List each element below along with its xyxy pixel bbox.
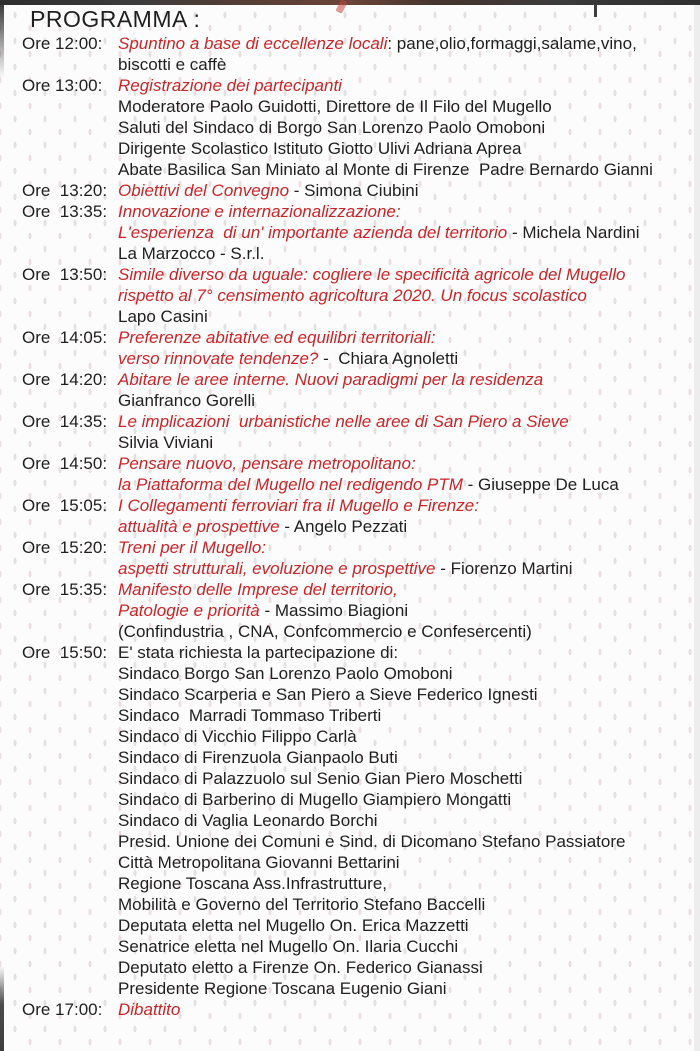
program-lines	[0, 33, 700, 1020]
program-line	[0, 621, 700, 642]
line-content	[118, 159, 700, 180]
line-content	[118, 243, 700, 264]
program-line	[0, 999, 700, 1020]
detail-text: Moderatore Paolo Guidotti, Direttore de Il Filo del Mugello	[118, 97, 552, 116]
line-content	[118, 432, 700, 453]
time-label: Ore 13:50:	[22, 265, 108, 284]
time-label	[22, 222, 118, 243]
program-line	[0, 285, 700, 306]
time-label: Ore 15:20:	[22, 538, 108, 557]
program-line	[0, 138, 700, 159]
line-content	[118, 180, 700, 201]
detail-text: Saluti del Sindaco di Borgo San Lorenzo Paolo Omoboni	[118, 118, 546, 137]
detail-text: - Michela Nardini	[507, 223, 640, 242]
time-label	[22, 138, 118, 159]
session-title-text: Obiettivi del Convegno	[118, 181, 290, 200]
detail-text: Regione Toscana Ass.Infrastrutture,	[118, 874, 388, 893]
line-content	[118, 537, 700, 558]
session-title-text: Abitare le aree interne. Nuovi paradigmi per la residenza	[118, 370, 544, 389]
time-label	[22, 390, 118, 411]
line-content	[118, 621, 700, 642]
time-label	[22, 852, 118, 873]
time-label	[22, 243, 118, 264]
time-label: Ore 13:35:	[22, 202, 108, 221]
time-label	[22, 873, 118, 894]
line-content	[118, 201, 700, 222]
line-content	[118, 810, 700, 831]
session-title-text: Spuntino a base di eccellenze locali	[118, 34, 388, 53]
line-content	[118, 936, 700, 957]
program-line	[0, 369, 700, 390]
time-label: Ore 13:20:	[22, 181, 108, 200]
detail-text: Sindaco di Barberino di Mugello Giampiero Mongatti	[118, 790, 512, 809]
detail-text: La Marzocco - S.r.l.	[118, 244, 265, 263]
session-title-text: aspetti strutturali, evoluzione e prospettive	[118, 559, 436, 578]
program-line	[0, 600, 700, 621]
page-title: PROGRAMMA :	[30, 6, 201, 32]
time-label	[22, 432, 118, 453]
line-content	[118, 516, 700, 537]
session-title-text: la Piattaforma del Mugello nel redigendo PTM	[118, 475, 463, 494]
time-label	[22, 810, 118, 831]
program-line	[0, 831, 700, 852]
program-line	[0, 705, 700, 726]
detail-text: Sindaco Scarperia e San Piero a Sieve Federico Ignesti	[118, 685, 538, 704]
detail-text: Sindaco di Firenzuola Gianpaolo Buti	[118, 748, 398, 767]
program-line	[0, 348, 700, 369]
line-content	[118, 96, 700, 117]
line-content	[118, 33, 700, 54]
line-content	[118, 264, 700, 285]
detail-text: E' stata richiesta la partecipazione di:	[118, 643, 399, 662]
program-line	[0, 33, 700, 54]
line-content	[118, 831, 700, 852]
line-content	[118, 75, 700, 96]
time-label	[22, 117, 118, 138]
program-line	[0, 978, 700, 999]
detail-text: Presidente Regione Toscana Eugenio Giani	[118, 979, 447, 998]
program-line	[0, 957, 700, 978]
detail-text: Silvia Viviani	[118, 433, 214, 452]
line-content	[118, 726, 700, 747]
program-line	[0, 558, 700, 579]
detail-text: - Fiorenzo Martini	[435, 559, 573, 578]
line-content	[118, 117, 700, 138]
detail-text: : pane,olio,formaggi,salame,vino,	[387, 34, 637, 53]
program-line	[0, 96, 700, 117]
line-content	[118, 411, 700, 432]
time-label	[22, 285, 118, 306]
detail-text: Sindaco di Palazzuolo sul Senio Gian Piero Moschetti	[118, 769, 523, 788]
time-label	[22, 747, 118, 768]
time-label	[22, 894, 118, 915]
program-line	[0, 495, 700, 516]
time-label	[22, 705, 118, 726]
time-label	[22, 768, 118, 789]
time-label: Ore 15:05:	[22, 496, 108, 515]
detail-text: Gianfranco Gorelli	[118, 391, 256, 410]
time-label	[22, 516, 118, 537]
detail-text: - Giuseppe De Luca	[462, 475, 619, 494]
detail-text: Mobilità e Governo del Territorio Stefano Baccelli	[118, 895, 486, 914]
detail-text: Deputato eletto a Firenze On. Federico Gianassi	[118, 958, 483, 977]
line-content	[118, 453, 700, 474]
detail-text: (Confindustria , CNA, Confcommercio e Confesercenti)	[118, 622, 532, 641]
detail-text: biscotti e caffè	[118, 55, 227, 74]
time-label	[22, 978, 118, 999]
program-line	[0, 474, 700, 495]
detail-text: Presid. Unione dei Comuni e Sind. di Dicomano Stefano Passiatore	[118, 832, 626, 851]
scan-left-edge-bottom	[0, 966, 4, 1051]
time-label	[22, 348, 118, 369]
line-content	[118, 285, 700, 306]
line-content	[118, 306, 700, 327]
time-label	[22, 936, 118, 957]
line-content	[118, 999, 700, 1020]
session-title-text: L'esperienza di un' importante azienda del territorio	[118, 223, 508, 242]
program-line	[0, 159, 700, 180]
program-line	[0, 117, 700, 138]
line-content	[118, 390, 700, 411]
time-label: Ore 15:35:	[22, 580, 108, 599]
line-content	[118, 369, 700, 390]
time-label: Ore 13:00:	[22, 76, 103, 95]
time-label: Ore 14:05:	[22, 328, 108, 347]
time-label: Ore 14:20:	[22, 370, 108, 389]
program-line	[0, 243, 700, 264]
time-label	[22, 915, 118, 936]
time-label	[22, 831, 118, 852]
program-line	[0, 201, 700, 222]
program-line	[0, 54, 700, 75]
detail-text: Deputata eletta nel Mugello On. Erica Mazzetti	[118, 916, 469, 935]
line-content	[118, 642, 700, 663]
time-label: Ore 15:50:	[22, 643, 108, 662]
line-content	[118, 222, 700, 243]
program-line	[0, 180, 700, 201]
line-content	[118, 558, 700, 579]
program-line	[0, 684, 700, 705]
time-label	[22, 684, 118, 705]
session-title-text: Manifesto delle Imprese del territorio,	[118, 580, 398, 599]
line-content	[118, 663, 700, 684]
program-line	[0, 768, 700, 789]
program-line	[0, 306, 700, 327]
session-title-text: I Collegamenti ferroviari fra il Mugello e Firenze:	[118, 496, 479, 515]
detail-text: Lapo Casini	[118, 307, 208, 326]
detail-text: - Simona Ciubini	[289, 181, 419, 200]
line-content	[118, 873, 700, 894]
time-label: Ore 12:00:	[22, 34, 103, 53]
line-content	[118, 768, 700, 789]
time-label	[22, 621, 118, 642]
time-label: Ore 14:35:	[22, 412, 108, 431]
detail-text: Sindaco Marradi Tommaso Triberti	[118, 706, 382, 725]
session-title-text: Dibattito	[118, 1000, 181, 1019]
program-line	[0, 747, 700, 768]
line-content	[118, 54, 700, 75]
session-title-text: Le implicazioni urbanistiche nelle aree di San Piero a Sieve	[118, 412, 569, 431]
detail-text: Sindaco di Vaglia Leonardo Borchi	[118, 811, 378, 830]
line-content	[118, 579, 700, 600]
program-line	[0, 852, 700, 873]
program-line	[0, 432, 700, 453]
session-title-text: Pensare nuovo, pensare metropolitano:	[118, 454, 416, 473]
program-line	[0, 516, 700, 537]
line-content	[118, 705, 700, 726]
line-content	[118, 894, 700, 915]
line-content	[118, 915, 700, 936]
line-content	[118, 327, 700, 348]
line-content	[118, 747, 700, 768]
program-line	[0, 789, 700, 810]
time-label	[22, 600, 118, 621]
time-label	[22, 957, 118, 978]
detail-text: - Chiara Agnoletti	[318, 349, 459, 368]
session-title-text: Preferenze abitative ed equilibri territoriali:	[118, 328, 436, 347]
session-title-text: rispetto al 7° censimento agricoltura 2020. Un focus scolastico	[118, 286, 587, 305]
program-line	[0, 873, 700, 894]
time-label	[22, 558, 118, 579]
line-content	[118, 957, 700, 978]
program-line	[0, 579, 700, 600]
line-content	[118, 348, 700, 369]
time-label	[22, 789, 118, 810]
program-line	[0, 663, 700, 684]
time-label	[22, 726, 118, 747]
program-line	[0, 453, 700, 474]
time-label	[22, 663, 118, 684]
detail-text: - Angelo Pezzati	[279, 517, 408, 536]
program-line	[0, 327, 700, 348]
time-label: Ore 17:00:	[22, 1000, 103, 1019]
line-content	[118, 474, 700, 495]
scan-top-tick-mark	[594, 4, 597, 17]
scan-left-edge-top	[0, 0, 4, 78]
detail-text: Dirigente Scolastico Istituto Giotto Ulivi Adriana Aprea	[118, 139, 522, 158]
detail-text: Senatrice eletta nel Mugello On. Ilaria Cucchi	[118, 937, 459, 956]
time-label: Ore 14:50:	[22, 454, 108, 473]
program-line	[0, 642, 700, 663]
detail-text: Città Metropolitana Giovanni Bettarini	[118, 853, 400, 872]
line-content	[118, 138, 700, 159]
detail-text: Abate Basilica San Miniato al Monte di Firenze Padre Bernardo Gianni	[118, 160, 653, 179]
program-line	[0, 264, 700, 285]
time-label	[22, 96, 118, 117]
program-line	[0, 537, 700, 558]
line-content	[118, 600, 700, 621]
session-title-text: Innovazione e internazionalizzazione:	[118, 202, 401, 221]
session-title-text: attualità e prospettive	[118, 517, 280, 536]
detail-text: Sindaco Borgo San Lorenzo Paolo Omoboni	[118, 664, 453, 683]
session-title-text: Patologie e priorità	[118, 601, 260, 620]
time-label	[22, 159, 118, 180]
time-label	[22, 306, 118, 327]
time-label	[22, 474, 118, 495]
program-line	[0, 915, 700, 936]
time-label	[22, 54, 118, 75]
line-content	[118, 978, 700, 999]
program-line	[0, 936, 700, 957]
program-line	[0, 810, 700, 831]
session-title-text: Simile diverso da uguale: cogliere le specificità agricole del Mugello	[118, 265, 626, 284]
program-line	[0, 390, 700, 411]
detail-text: Sindaco di Vicchio Filippo Carlà	[118, 727, 357, 746]
session-title-text: Treni per il Mugello:	[118, 538, 267, 557]
line-content	[118, 684, 700, 705]
line-content	[118, 495, 700, 516]
program-line	[0, 894, 700, 915]
program-line	[0, 411, 700, 432]
program-line	[0, 726, 700, 747]
line-content	[118, 852, 700, 873]
line-content	[118, 789, 700, 810]
detail-text: - Massimo Biagioni	[259, 601, 409, 620]
session-title-text: Registrazione dei partecipanti	[118, 76, 342, 95]
program-line	[0, 75, 700, 96]
session-title-text: verso rinnovate tendenze?	[118, 349, 319, 368]
program-line	[0, 222, 700, 243]
